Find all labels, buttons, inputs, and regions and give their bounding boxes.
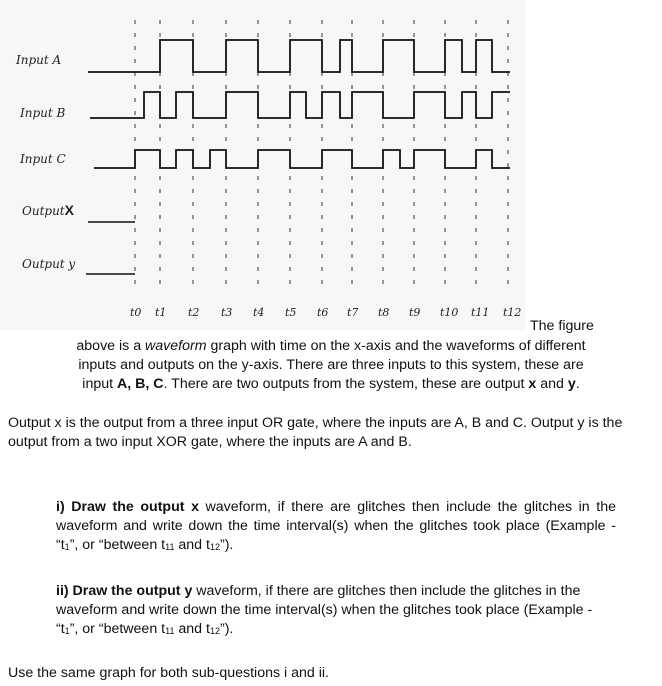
time-label-t3: t3: [221, 306, 233, 319]
time-label-t2: t2: [188, 306, 200, 319]
time-label-t9: t9: [409, 306, 421, 319]
time-label-t12: t12: [503, 306, 522, 319]
question-ii: ii) Draw the output y waveform, if there are glitches then include the glitches in the waveform and write down the time interval(s) when the glitches took place (Example - “$t_1$”, or “between $t_{11}$ and $t_{12}$”).: [56, 583, 593, 637]
label-output-y: Output y: [22, 257, 76, 271]
label-input-b: Input B: [20, 106, 66, 120]
figure-caption: above is a waveform graph with time on the x-axis and the waveforms of different inputs and outputs on the y-axis. There are three inputs to this system, these are input A, B, C. There are two outputs from the system, these are output x and y.: [76, 338, 586, 392]
time-label-t7: t7: [347, 306, 359, 319]
label-input-a: Input A: [16, 53, 62, 67]
time-label-t11: t11: [471, 306, 490, 319]
time-label-t0: t0: [130, 306, 142, 319]
question-i: i) Draw the output x waveform, if there are glitches then include the glitches in the waveform and write down the time interval(s) when the glitches took place (Example - “$t_1$”, or “between $t_{11}$ and $t_{12}$”).: [56, 499, 616, 553]
time-label-t6: t6: [317, 306, 329, 319]
time-label-t10: t10: [440, 306, 459, 319]
time-label-t4: t4: [253, 306, 265, 319]
label-input-c: Input C: [20, 152, 66, 166]
figure-caption-start: The figure: [530, 318, 594, 334]
closing-note: Use the same graph for both sub-questions i and ii.: [8, 665, 329, 681]
label-output-x: OutputX: [22, 202, 74, 218]
time-label-t8: t8: [378, 306, 390, 319]
time-label-t5: t5: [285, 306, 297, 319]
waveform-figure: [0, 0, 662, 330]
time-label-t1: t1: [155, 306, 167, 319]
output-x-letter: X: [64, 202, 74, 218]
output-definitions: Output x is the output from a three input OR gate, where the inputs are A, B and C. Output y is the output from a two input XOR gate, where the inputs are A and B.: [8, 415, 623, 450]
